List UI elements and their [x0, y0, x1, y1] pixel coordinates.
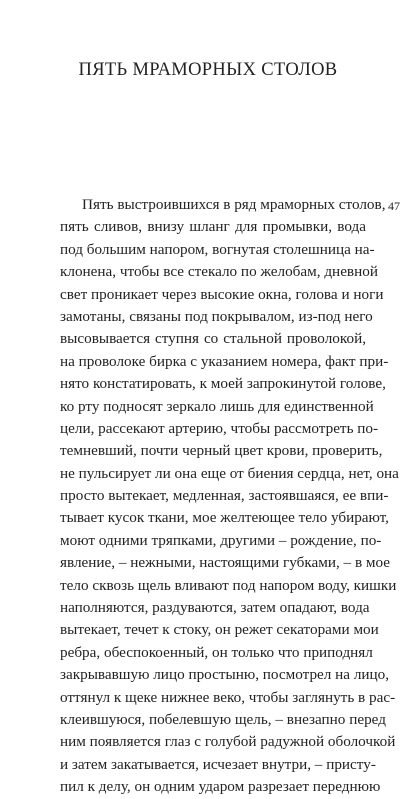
text-line: и затем закатывается, исчезает внутри, – присту- — [60, 755, 376, 773]
text-line: нято констатировать, к моей запрокинутой голове, — [60, 375, 386, 393]
text-line: закрывавшую лицо простыню, посмотрел на лицо, — [60, 666, 390, 684]
text-line: свет проникает через высокие окна, голова и ноги — [60, 285, 384, 303]
text-line: ко рту подносят зеркало лишь для единственной — [60, 397, 374, 415]
text-line: не пульсирует ли она еще от биения сердца, нет, она — [60, 464, 399, 482]
text-line: на проволоке бирка с указанием номера, факт при- — [60, 352, 389, 370]
text-line: пять сливов, внизу шланг для промывки, вода — [60, 218, 366, 236]
text-line: под большим напором, вогнутая столешница на- — [60, 240, 375, 258]
text-line: пил к делу, он одним ударом разрезает переднюю — [60, 778, 381, 796]
text-line: Пять выстроившихся в ряд мраморных столов, — [82, 196, 386, 213]
text-line: моют одними тряпками, другими – рождение, по- — [60, 531, 382, 549]
text-line: явление, – нежными, настоящими губками, – в мое — [60, 554, 391, 572]
text-line: просто вытекает, медленная, застоявшаяся, ее впи- — [60, 487, 389, 505]
chapter-title: ПЯТЬ МРАМОРНЫХ СТОЛОВ — [78, 60, 338, 80]
text-line: ним появляется глаз с голубой радужной оболочкой — [60, 733, 396, 751]
text-line: клонена, чтобы все стекало по желобам, дневной — [60, 263, 378, 281]
text-line: цели, рассекают артерию, чтобы рассмотреть по- — [60, 419, 379, 437]
text-line: тело сквозь щель вливают под напором воду, кишки — [60, 576, 397, 594]
text-line: темневший, почти черный цвет крови, проверить, — [60, 442, 383, 460]
page-number: 47 — [388, 199, 400, 213]
text-line: оттянул к щеке нижнее веко, чтобы заглянуть в рас- — [60, 688, 396, 706]
text-line: замотаны, связаны под покрывалом, из-под него — [60, 307, 373, 325]
text-line: наполняются, раздуваются, затем опадают, вода — [60, 599, 370, 617]
text-line: ребра, обеспокоенный, он только что приподнял — [60, 643, 373, 661]
text-line: клеившуюся, побелевшую щель, – внезапно перед — [60, 710, 386, 728]
text-line: тывает кусок ткани, мое желтеющее тело убирают, — [60, 509, 389, 527]
text-line: высовывается ступня со стальной проволокой, — [60, 330, 366, 348]
text-line: вытекает, течет к стоку, он режет секаторами мои — [60, 621, 379, 639]
